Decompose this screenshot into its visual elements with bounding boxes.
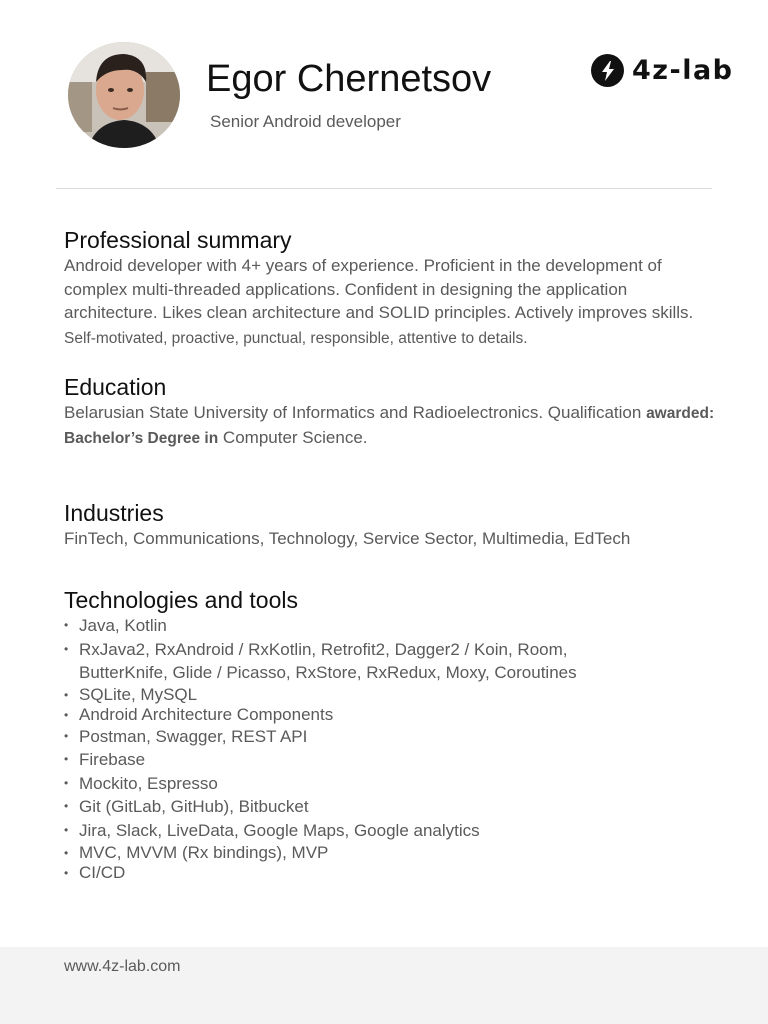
candidate-name: Egor Chernetsov [206, 58, 492, 100]
list-item: • Postman, Swagger, REST API [64, 725, 624, 749]
header-divider [56, 188, 712, 189]
list-item: • Jira, Slack, LiveData, Google Maps, Google analytics [64, 819, 624, 843]
logo-text: 4z-lab [632, 55, 734, 86]
industries-heading: Industries [64, 500, 164, 526]
summary-text: Android developer with 4+ years of experience. Proficient in the development of complex multi-threaded applications. Confident in designing the application architecture. Likes clean architecture and SOLID principles. Actively improves skills. Self-motivated, proactive, punctual, responsible, attentive to details. [64, 256, 694, 347]
list-item: • RxJava2, RxAndroid / RxKotlin, Retrofit2, Dagger2 / Koin, Room, ButterKnife, Glide / Picasso, RxStore, RxRedux, Moxy, Coroutines [64, 638, 624, 685]
footer [0, 947, 768, 1024]
education-text: Belarusian State University of Informatics and Radioelectronics. Qualification awarded: Bachelor’s Degree in Computer Science. [64, 403, 715, 447]
tools-list [64, 614, 624, 882]
industries-text: FinTech, Communications, Technology, Service Sector, Multimedia, EdTech [64, 529, 631, 548]
list-item: • Java, Kotlin [64, 614, 624, 638]
industries-section [64, 499, 724, 551]
list-item: • Mockito, Espresso [64, 772, 624, 796]
candidate-role: Senior Android developer [210, 112, 401, 131]
lightning-bolt-icon [591, 54, 624, 87]
education-section [64, 373, 724, 450]
education-heading: Education [64, 374, 167, 400]
tools-section [64, 586, 624, 882]
list-item: • Git (GitLab, GitHub), Bitbucket [64, 795, 624, 819]
summary-heading: Professional summary [64, 227, 292, 253]
list-item: • SQLite, MySQL [64, 685, 624, 705]
summary-section [64, 226, 724, 350]
list-item: • MVC, MVVM (Rx bindings), MVP [64, 842, 624, 864]
list-item: • Android Architecture Components [64, 705, 624, 725]
list-item: • Firebase [64, 748, 624, 772]
person-photo-icon [68, 42, 180, 148]
tools-heading: Technologies and tools [64, 587, 298, 613]
list-item: • CI/CD [64, 864, 624, 882]
company-logo [591, 54, 734, 87]
footer-website-link[interactable]: www.4z-lab.com [64, 958, 181, 975]
profile-photo [68, 42, 180, 148]
